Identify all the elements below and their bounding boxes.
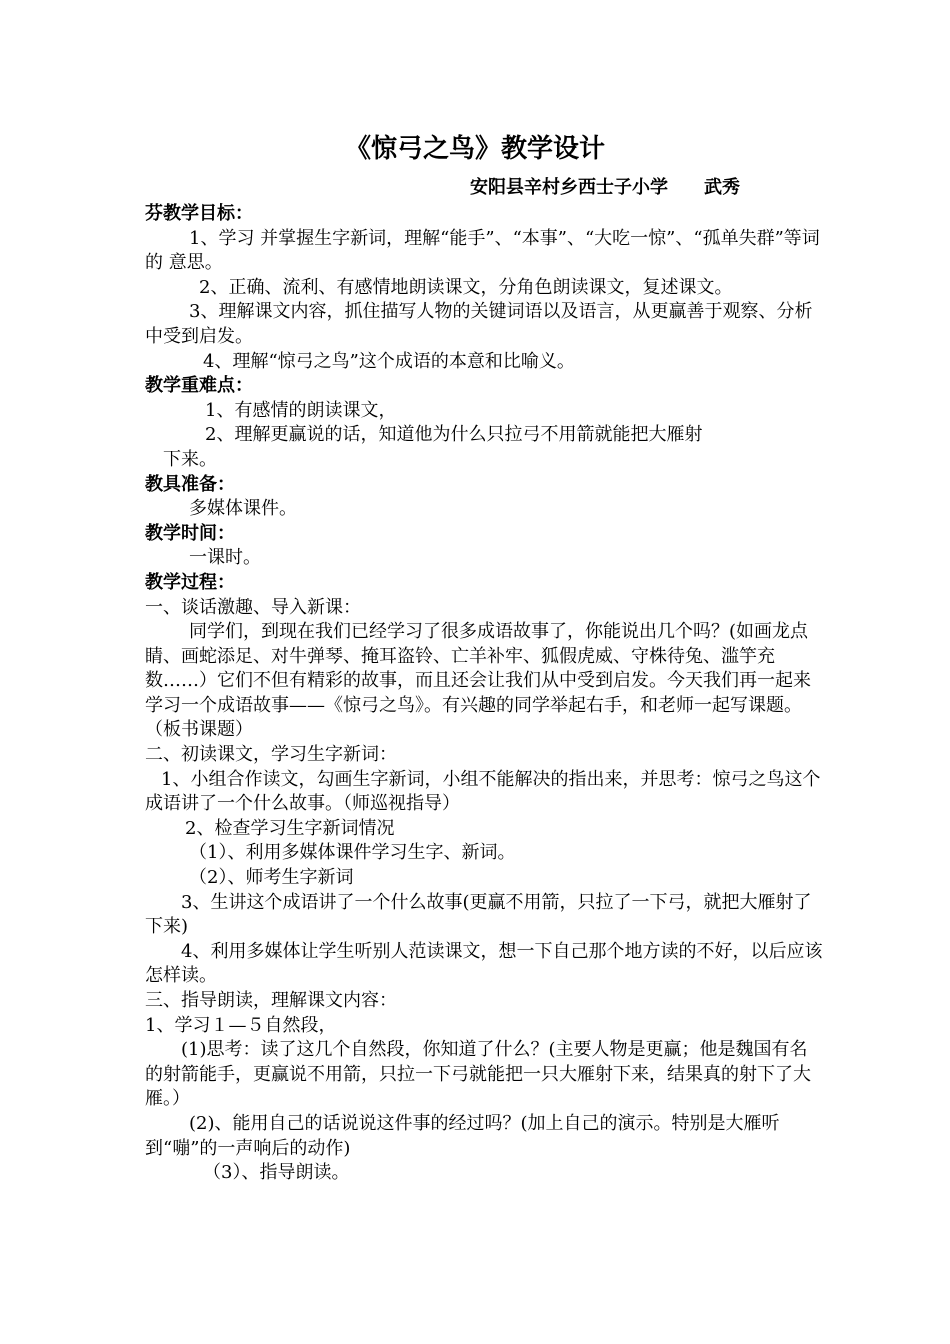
step-3-item-1c: （3）、指导朗读。: [203, 1162, 350, 1184]
step-3-item-1a: (1)思考：读了这几个自然段，你知道了什么？(主要人物是更赢；他是魏国有名的射箭能手，更赢说不用箭，只拉一下弓就能把一只大雁射下来，结果真的射下了大雁。）: [145, 1039, 811, 1110]
step-2-item-2b: （2）、师考生字新词: [189, 867, 354, 889]
step-1-text: 同学们，到现在我们已经学习了很多成语故事了，你能说出几个吗？(如画龙点睛、画蛇添足、对牛弹琴、掩耳盗铃、亡羊补牢、狐假虎威、守株待兔、滥竽充数……）它们不但有精彩的故事，而且还会让我们从中受到启发。今天我们再一起来学习一个成语故事——《惊弓之鸟》。有兴趣的同学举起右手，和老师一起写课题。（板书课题）: [145, 621, 811, 741]
key-1: 1、有感情的朗读课文，: [205, 399, 397, 421]
goal-2: 2、正确、流利、有感情地朗读课文，分角色朗读课文，复述课文。: [199, 276, 733, 298]
heading-time: 教学时间：: [145, 522, 235, 544]
step-3-item-1: 1、学习１—５自然段，: [145, 1014, 337, 1036]
heading-tools: 教具准备：: [145, 473, 235, 495]
goal-4: 4、理解“惊弓之鸟”这个成语的本意和比喻义。: [203, 350, 575, 372]
step-1-title: 一、谈话激趣、导入新课：: [145, 596, 361, 618]
heading-goals: 芬教学目标：: [145, 203, 253, 224]
time-text: 一课时。: [189, 547, 261, 569]
step-2-item-2: 2、检查学习生字新词情况: [185, 817, 395, 839]
step-2-item-4: 4、利用多媒体让学生听别人范读课文，想一下自己那个地方读的不好，以后应该怎样读。: [145, 940, 823, 987]
step-2-item-1: 1、小组合作读文，勾画生字新词，小组不能解决的指出来，并思考：惊弓之鸟这个成语讲了一个什么故事。（师巡视指导）: [145, 768, 821, 815]
step-2-title: 二、初读课文，学习生字新词：: [145, 744, 397, 766]
goal-1: 1、学习 并掌握生字新词，理解“能手”、“本事”、“大吃一惊”、“孤单失群”等词的 意思。: [145, 227, 820, 274]
key-2: 2、理解更赢说的话，知道他为什么只拉弓不用箭就能把大雁射: [205, 424, 703, 446]
goal-3: 3、理解课文内容，抓住描写人物的关键词语以及语言，从更赢善于观察、分析中受到启发。: [145, 301, 813, 347]
document-body: [145, 202, 825, 1186]
document-title: 《惊弓之鸟》教学设计: [344, 134, 605, 164]
step-3-item-1b: (2)、能用自己的话说说这件事的经过吗？(加上自己的演示。特别是大雁听到“嘣”的一声响后的动作): [145, 1112, 780, 1159]
heading-process: 教学过程：: [145, 571, 235, 593]
step-2-item-2a: （1）、利用多媒体课件学习生字、新词。: [189, 842, 516, 864]
tools-text: 多媒体课件。: [189, 498, 297, 520]
heading-key-points: 教学重难点：: [145, 375, 253, 397]
author-line: 安阳县辛村乡西士子小学 武秀: [470, 177, 740, 198]
step-2-item-3: 3、生讲这个成语讲了一个什么故事(更赢不用箭，只拉了一下弓，就把大雁射了下来): [145, 891, 812, 938]
key-2-cont: 下来。: [163, 448, 217, 470]
step-3-title: 三、指导朗读，理解课文内容：: [145, 990, 397, 1011]
